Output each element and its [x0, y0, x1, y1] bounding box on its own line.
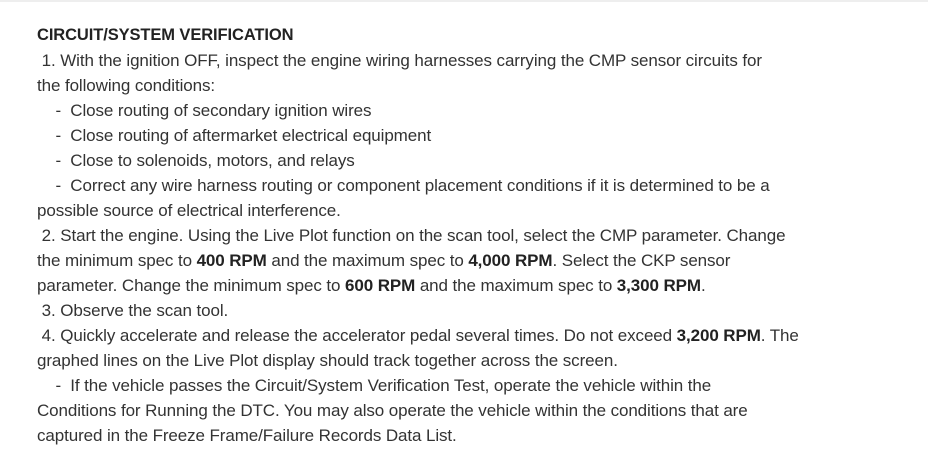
ckp-min-spec: 600 RPM: [345, 276, 416, 295]
step-2-line-1: 2. Start the engine. Using the Live Plot function on the scan tool, select the CMP parameter. Change: [37, 226, 786, 245]
top-divider: [0, 0, 928, 2]
cmp-max-spec: 4,000 RPM: [468, 251, 553, 270]
step-4-bullet-line-3: captured in the Freeze Frame/Failure Records Data List.: [37, 426, 457, 445]
step-1-bullet-2: - Close routing of aftermarket electrical equipment: [37, 126, 432, 145]
rpm-limit: 3,200 RPM: [676, 326, 761, 345]
ckp-max-spec: 3,300 RPM: [616, 276, 701, 295]
step-4-bullet-line-2: Conditions for Running the DTC. You may also operate the vehicle within the conditions that are: [37, 401, 748, 420]
section-heading: CIRCUIT/SYSTEM VERIFICATION: [37, 26, 294, 44]
step-4-line-1: 4. Quickly accelerate and release the accelerator pedal several times. Do not exceed 3,200 RPM. The: [37, 326, 799, 345]
step-3: 3. Observe the scan tool.: [37, 301, 229, 320]
step-1-bullet-4-line-2: possible source of electrical interference.: [37, 201, 341, 220]
step-1-bullet-1: - Close routing of secondary ignition wires: [37, 101, 372, 120]
step-4-bullet-line-1: - If the vehicle passes the Circuit/System Verification Test, operate the vehicle within the: [37, 376, 712, 395]
step-1-line-1: 1. With the ignition OFF, inspect the engine wiring harnesses carrying the CMP sensor circuits for: [37, 51, 762, 70]
step-2-line-2: the minimum spec to 400 RPM and the maximum spec to 4,000 RPM. Select the CKP sensor: [37, 251, 731, 270]
procedure-document: [37, 23, 897, 448]
step-1-line-2: the following conditions:: [37, 76, 216, 95]
step-1-bullet-4-line-1: - Correct any wire harness routing or component placement conditions if it is determined to be a: [37, 176, 770, 195]
step-1-bullet-3: - Close to solenoids, motors, and relays: [37, 151, 355, 170]
step-2-line-3: parameter. Change the minimum spec to 600 RPM and the maximum spec to 3,300 RPM.: [37, 276, 706, 295]
step-4-line-2: graphed lines on the Live Plot display should track together across the screen.: [37, 351, 618, 370]
cmp-min-spec: 400 RPM: [196, 251, 267, 270]
